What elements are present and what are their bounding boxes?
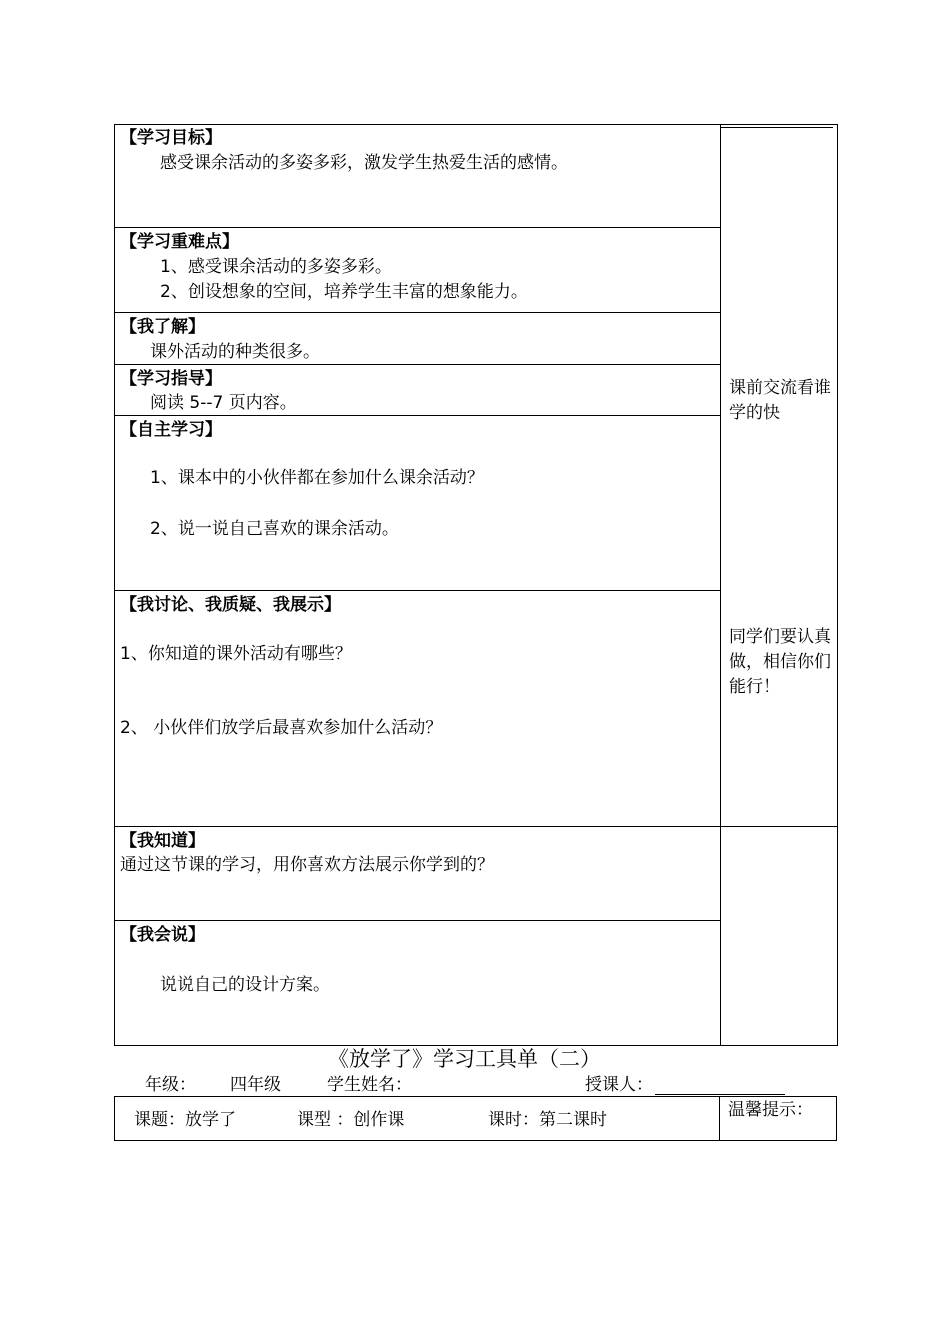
tip-label: 温馨提示： bbox=[728, 1100, 813, 1120]
lesson-type-text: 课型 ：创作课 bbox=[297, 1110, 405, 1130]
side-note-exchange: 课前交流看谁学的快 bbox=[729, 378, 831, 423]
table-right-border bbox=[837, 124, 838, 1046]
row-divider bbox=[114, 590, 721, 591]
section-line: 阅读 5--7 页内容。 bbox=[150, 393, 297, 413]
section-heading-i-can-say: 【我会说】 bbox=[120, 925, 205, 945]
section-line: 2、说一说自己喜欢的课余活动。 bbox=[150, 519, 399, 539]
row-divider bbox=[114, 312, 721, 313]
row-divider bbox=[114, 920, 721, 921]
info-table-middle bbox=[719, 1096, 720, 1141]
teacher-underline bbox=[655, 1094, 785, 1095]
section-heading-self-study: 【自主学习】 bbox=[120, 420, 222, 440]
table-middle-border bbox=[720, 124, 721, 1046]
section-line: 1、感受课余活动的多姿多彩。 bbox=[160, 257, 392, 277]
period-text: 课时：第二课时 bbox=[488, 1110, 607, 1130]
section-line: 说说自己的设计方案。 bbox=[160, 975, 330, 995]
sheet-title: 《放学了》学习工具单（二） bbox=[328, 1047, 601, 1071]
section-heading-goals: 【学习目标】 bbox=[120, 128, 222, 148]
grade-value: 四年级 bbox=[230, 1075, 281, 1095]
section-heading-discussion: 【我讨论、我质疑、我展示】 bbox=[120, 595, 341, 615]
section-line: 2、 小伙伴们放学后最喜欢参加什么活动？ bbox=[120, 718, 443, 738]
table-top-border bbox=[114, 124, 838, 125]
side-top-rule bbox=[720, 127, 833, 128]
row-divider bbox=[114, 364, 721, 365]
table-left-border bbox=[114, 124, 115, 1046]
row-divider bbox=[114, 227, 721, 228]
section-heading-understand: 【我了解】 bbox=[120, 317, 205, 337]
section-line: 通过这节课的学习，用你喜欢方法展示你学到的？ bbox=[120, 855, 494, 875]
section-line: 感受课余活动的多姿多彩，激发学生热爱生活的感情。 bbox=[160, 153, 568, 173]
info-table-top bbox=[114, 1096, 837, 1097]
section-heading-guidance: 【学习指导】 bbox=[120, 369, 222, 389]
side-note-encourage: 同学们要认真做，相信你们能行！ bbox=[729, 627, 831, 697]
topic-text: 课题：放学了 bbox=[134, 1110, 236, 1130]
teacher-label: 授课人： bbox=[585, 1075, 653, 1095]
row-divider bbox=[114, 826, 838, 827]
row-divider bbox=[114, 415, 721, 416]
info-table-right bbox=[836, 1096, 837, 1141]
section-line: 2、创设想象的空间，培养学生丰富的想象能力。 bbox=[160, 282, 528, 302]
section-heading-key-points: 【学习重难点】 bbox=[120, 232, 239, 252]
section-line: 1、你知道的课外活动有哪些？ bbox=[120, 644, 352, 664]
info-table-bottom bbox=[114, 1140, 837, 1141]
section-line: 课外活动的种类很多。 bbox=[150, 342, 320, 362]
section-line: 1、课本中的小伙伴都在参加什么课余活动？ bbox=[150, 468, 484, 488]
info-table-left bbox=[114, 1096, 115, 1141]
grade-label: 年级： bbox=[145, 1075, 196, 1095]
student-name-label: 学生姓名： bbox=[327, 1075, 412, 1095]
section-heading-i-know: 【我知道】 bbox=[120, 831, 205, 851]
